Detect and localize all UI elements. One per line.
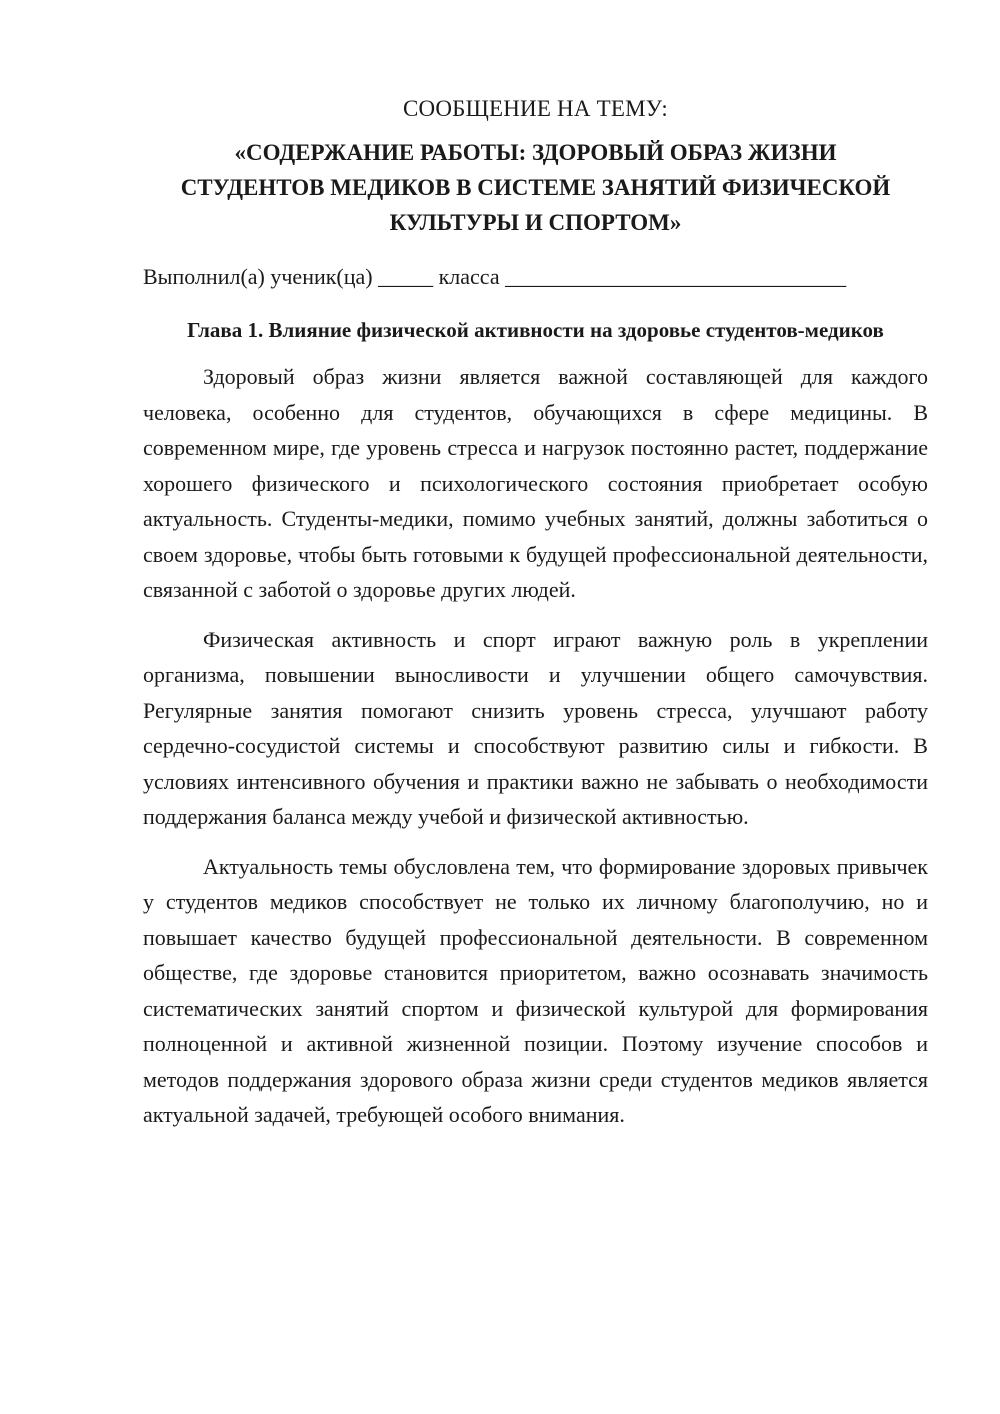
document-title [143,135,928,240]
author-line: Выполнил(а) ученик(ца) _____ класса _______________________________ [143,264,847,289]
body-paragraph: Здоровый образ жизни является важной составляющей для каждого человека, особенно для студентов, обучающихся в сфере медицины. В современном мире, где уровень стресса и нагрузок постоянно растет, поддержание хорошего физического и психологического состояния приобретает особую актуальность. Студенты-медики, помимо учебных занятий, должны заботиться о своем здоровье, чтобы быть готовыми к будущей профессиональной деятельности, связанной с заботой о здоровье других людей. [143,364,928,602]
document-body [143,92,928,1133]
body-paragraph: Актуальность темы обусловлена тем, что формирование здоровых привычек у студентов медиков способствует не только их личному благополучию, но и повышает качество будущей профессиональной деятельности. В современном обществе, где здоровье становится приоритетом, важно осознавать значимость систематических занятий спортом и физической культурой для формирования полноценной и активной жизненной позиции. Поэтому изучение способов и методов поддержания здорового образа жизни среди студентов медиков является актуальной задачей, требующей особого внимания. [143,853,928,1127]
document-title-line: «СОДЕРЖАНИЕ РАБОТЫ: ЗДОРОВЫЙ ОБРАЗ ЖИЗНИ [234,140,837,165]
chapter-title: Глава 1. Влияние физической активности на здоровье студентов-медиков [187,318,884,342]
document-title-line: КУЛЬТУРЫ И СПОРТОМ» [389,210,682,235]
document-title-line: СТУДЕНТОВ МЕДИКОВ В СИСТЕМЕ ЗАНЯТИЙ ФИЗИЧЕСКОЙ [180,175,891,200]
document-type-heading: СООБЩЕНИЕ НА ТЕМУ: [403,96,668,121]
body-paragraph: Физическая активность и спорт играют важную роль в укреплении организма, повышении выносливости и улучшении общего самочувствия. Регулярные занятия помогают снизить уровень стресса, улучшают работу сердечно-сосудистой системы и способствуют развитию силы и гибкости. В условиях интенсивного обучения и практики важно не забывать о необходимости поддержания баланса между учебой и физической активностью. [143,626,928,829]
